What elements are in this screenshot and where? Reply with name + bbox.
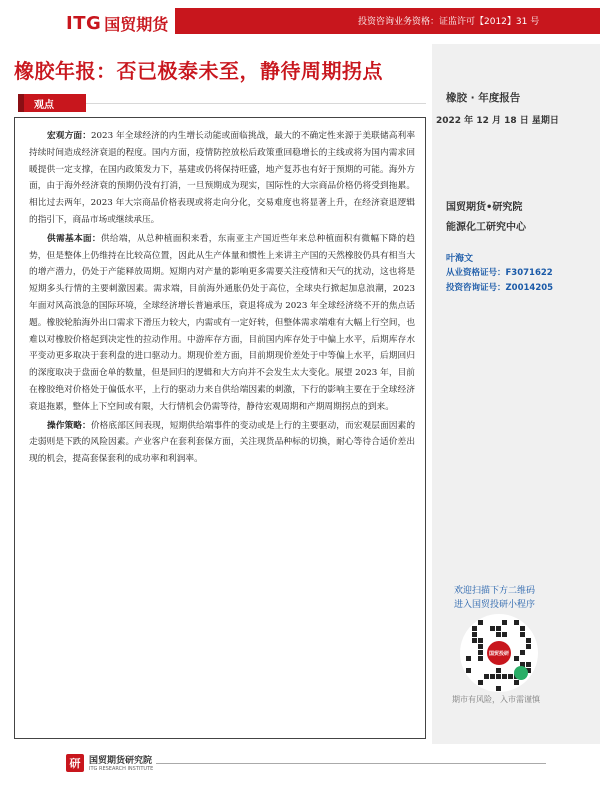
- qr-module: [478, 650, 483, 655]
- section-divider: [86, 103, 426, 104]
- qr-module: [502, 632, 507, 637]
- paragraph-strategy: [29, 418, 415, 468]
- qr-module: [520, 650, 525, 655]
- section-label-marker: [18, 94, 24, 112]
- qualification-cert: 从业资格证号：F3071622: [446, 268, 553, 278]
- qr-module: [502, 620, 507, 625]
- report-title: 橡胶年报：否已极泰未至，静待周期拐点: [14, 59, 383, 83]
- qr-module: [496, 668, 501, 673]
- paragraph-strategy-text: 价格底部区间表现，短期供给端事件的变动或是上行的主要驱动，而宏观层面因素的走弱则是下跌的风险因素。产业客户在套利套保方面，关注现货品种标的切换，耐心等待合适价差出现的机会，提高套保套利的成功率和利润率。: [29, 420, 416, 465]
- qr-module: [478, 656, 483, 661]
- qr-module: [496, 632, 501, 637]
- qr-module: [478, 620, 483, 625]
- author-name: 叶海文: [446, 254, 474, 264]
- report-date: 2022 年 12 月 18 日 星期日: [436, 116, 559, 126]
- qr-module: [472, 638, 477, 643]
- qr-module: [478, 644, 483, 649]
- paragraph-macro: [29, 128, 415, 229]
- qr-module: [526, 662, 531, 667]
- qr-center-logo: 国贸投研: [487, 641, 511, 665]
- section-label-viewpoint: [18, 94, 86, 112]
- paragraph-strategy-heading: 操作策略：: [47, 420, 91, 431]
- qr-module: [466, 656, 471, 661]
- qr-module: [478, 680, 483, 685]
- paragraph-macro-heading: 宏观方面：: [47, 131, 91, 141]
- org-name: 国贸期货•研究院: [446, 202, 523, 213]
- qr-module: [472, 632, 477, 637]
- scan-prompt-line1: 欢迎扫描下方二维码: [454, 586, 536, 596]
- qr-module: [508, 674, 513, 679]
- footer-mark-icon: 研: [66, 754, 84, 772]
- wechat-icon: [514, 666, 528, 680]
- company-logo: [66, 10, 168, 36]
- footer-institute-cn: 国贸期货研究院: [89, 756, 153, 766]
- logo-itg: ITG: [66, 12, 102, 34]
- paragraph-supply-text: 供给端，从总种植面积来看，东南亚主产国近些年来总种植面积有微幅下降的趋势，但是整体上仍维持在比较高位置，因此从生产体量和惯性上来讲主产国的天然橡胶仍具有相当大的增产潜力，仍处于产能释放周期。短期内对产量的影响更多需要关注疫情和天气的扰动，这也将是短期多头行情的主要刺激因素。需求端，目前海外通胀仍处于高位，全球央行掀起加息浪潮，2023 年面对风高浪急的国际环境，全球经济增长普遍承压，衰退将成为 2023 年全球经济绕不开的焦点话题。橡胶轮胎海外出口需求下滑压力较大，内需或有一定好转，但整体需求端难有大幅上行空间，也难以对橡胶价格起到决定性的拉动作用。中游库存方面，目前国内库存处于中偏上水平，后期库存水平变动更多取决于套利盘的进口驱动力。期现价差方面，目前期现价差处于中等偏上水平，后期回归的深度取决于盘面仓单的数量，但是回归的逻辑和大方向并不会发生太大变化。展望 2023 年，目前在橡胶绝对价格处于偏低水平，上行的驱动力来自供给端因素的刺激，下行的影响主要在于全球经济衰退拖累，整体上下空间或有限，大行情机会仍需等待，静待宏观周期和产期周期拐点的到来。: [29, 233, 416, 412]
- footer-logo: [66, 753, 153, 772]
- footer-text: [89, 753, 153, 772]
- footer-divider: [156, 763, 546, 764]
- qr-code[interactable]: [460, 614, 538, 692]
- qr-module: [496, 686, 501, 691]
- risk-warning: 期市有风险，入市需谨慎: [452, 695, 540, 704]
- paragraph-supply-demand: [29, 231, 415, 416]
- qr-module: [526, 644, 531, 649]
- qr-module: [526, 638, 531, 643]
- advisory-cert: 投资咨询证号：Z0014205: [446, 283, 554, 293]
- qr-module: [490, 674, 495, 679]
- qr-module: [466, 668, 471, 673]
- paragraph-supply-heading: 供需基本面：: [47, 233, 101, 244]
- qr-module: [478, 638, 483, 643]
- qr-module: [514, 656, 519, 661]
- institute-name: 能源化工研究中心: [446, 222, 526, 233]
- scan-prompt-line2: 进入国贸投研小程序: [454, 600, 536, 610]
- viewpoint-content: [14, 117, 426, 739]
- report-category: 橡胶 · 年度报告: [446, 92, 521, 104]
- qr-module: [502, 674, 507, 679]
- qr-module: [514, 680, 519, 685]
- section-label-text: 观点: [34, 99, 54, 111]
- logo-cn: 国贸期货: [104, 14, 169, 34]
- qr-module: [472, 626, 477, 631]
- paragraph-macro-text: 2023 年全球经济的内生增长动能或面临挑战，最大的不确定性来源于美联储高利率持续时间造成经济衰退的程度。国内方面，疫情防控放松后政策重回稳增长的主线或将为国内需求回暖提供一定支撑，在国内政策发力下，基建或仍将保持旺盛，地产复苏也有好于预期的可能。海外方面，由于海外经济衰的预期仍没有打消，一旦预期成为现实，国际性的大宗商品价格仍将受到拖累。相比过去两年，2023 年大宗商品价格表现或将走向分化，交易难度也将显著上升，在经济衰退逻辑的指引下，商品市场或继续承压。: [29, 131, 416, 225]
- top-header: [0, 0, 600, 42]
- license-text: 投资咨询业务资格：证监许可【2012】31 号: [358, 17, 540, 27]
- qr-module: [514, 620, 519, 625]
- qr-module: [496, 674, 501, 679]
- qr-module: [520, 632, 525, 637]
- qr-module: [484, 674, 489, 679]
- footer-institute-en: ITG RESEARCH INSTITUTE: [89, 766, 154, 772]
- qr-module: [496, 626, 501, 631]
- qr-module: [520, 626, 525, 631]
- qr-module: [490, 626, 495, 631]
